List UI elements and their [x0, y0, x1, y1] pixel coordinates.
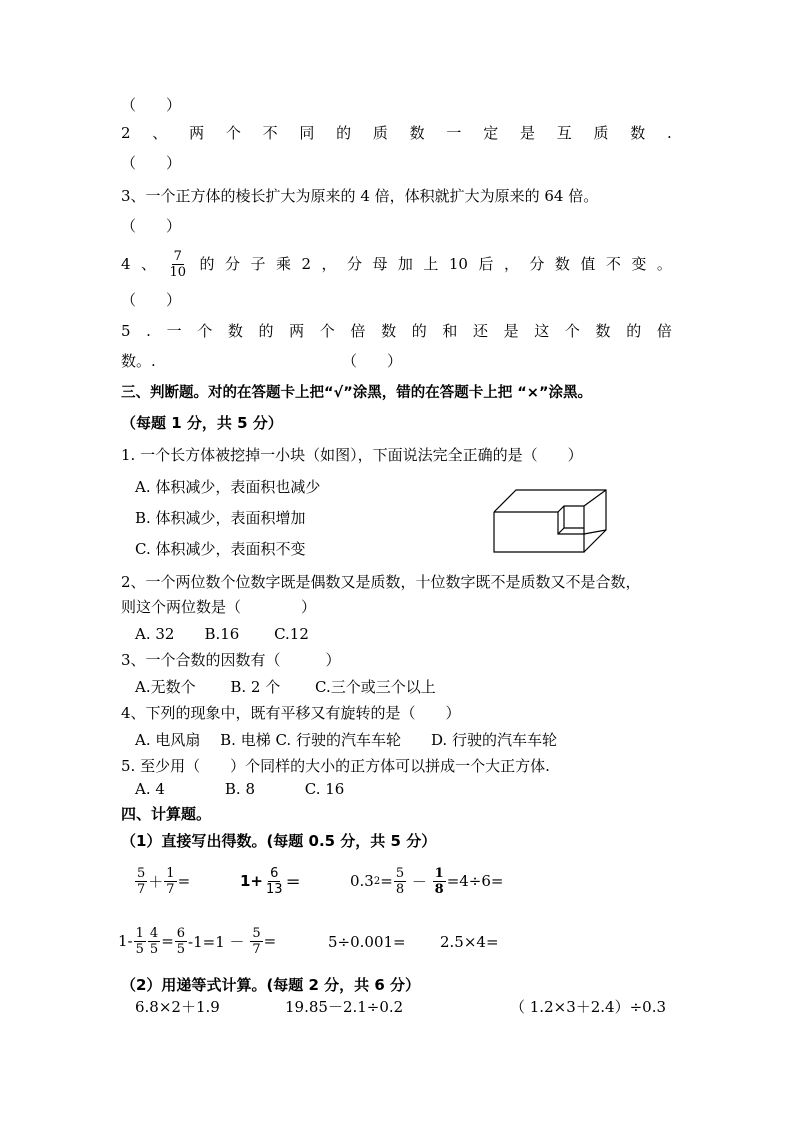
judge-item-5-char: 数 — [381, 322, 397, 340]
judge-item-5-char: 的 — [411, 322, 427, 340]
judge-item-2-char: 两 — [189, 124, 205, 142]
s3-q1-option-a: A. 体积减少，表面积也减少 — [135, 478, 321, 496]
judge-item-4-char: ， — [503, 255, 519, 273]
calc-r2-e2: 5÷0.001= — [328, 933, 406, 951]
judge-item-4-char: 变 — [631, 255, 647, 273]
judge-item-4-char: 分 — [225, 255, 241, 273]
judge-item-2-char: . — [667, 124, 672, 142]
equals: = — [380, 872, 393, 890]
term: 1- — [118, 932, 133, 950]
fraction-denominator: 10 — [169, 264, 187, 280]
section-3-note: （每题 1 分，共 5 分） — [121, 414, 283, 432]
judge-item-4-char: 分 — [529, 255, 545, 273]
fraction-denominator: 8 — [395, 881, 405, 897]
judge-item-2-char: 质 — [372, 124, 388, 142]
judge-item-5-char: 数 — [595, 322, 611, 340]
judge-item-5-char: 的 — [626, 322, 642, 340]
fraction — [264, 866, 285, 897]
equals: ＝ — [285, 872, 301, 891]
calc-r1-e2 — [240, 860, 301, 902]
fraction-denominator: 7 — [137, 881, 146, 897]
s3-question-5: 5. 至少用（ ）个同样的大小的正方体可以拼成一个大正方体. — [121, 757, 550, 775]
term: 1+ — [240, 872, 264, 890]
fraction-denominator: 8 — [434, 881, 444, 897]
judge-item-3-paren: （ ） — [121, 217, 182, 235]
judge-item-2-char: 同 — [299, 124, 315, 142]
fraction-denominator: 13 — [266, 881, 283, 897]
judge-item-4-char: 上 — [423, 255, 439, 273]
judge-item-5-char: 数 — [227, 322, 243, 340]
s3-question-2-line1: 2、一个两位数个位数字既是偶数又是质数，十位数字既不是质数又不是合数， — [121, 573, 641, 591]
judge-item-2-char: 是 — [519, 124, 535, 142]
judge-item-5-char: 这 — [534, 322, 550, 340]
s3-question-3: 3、一个合数的因数有（ ） — [121, 651, 341, 669]
equals: = — [177, 872, 191, 890]
fraction-numerator: 5 — [252, 925, 261, 941]
judge-item-4-char: 值 — [580, 255, 596, 273]
s3-q4-options: A. 电风扇 B. 电梯 C. 行驶的汽车车轮 D. 行驶的汽车车轮 — [135, 731, 557, 749]
fraction-numerator: 5 — [137, 865, 146, 881]
judge-item-2-char: 定 — [483, 124, 499, 142]
fraction-denominator: 7 — [252, 941, 261, 957]
judge-item-5-char: 5 — [121, 322, 131, 340]
judge-item-2 — [121, 124, 672, 142]
section-3-title: 三、判断题。对的在答题卡上把“√”涂黑，错的在答题卡上把 “×”涂黑。 — [121, 385, 592, 401]
fraction-numerator: 4 — [149, 925, 159, 941]
equals: = — [161, 932, 174, 950]
fraction-numerator: 1 — [166, 865, 175, 881]
fraction-denominator: 5 — [176, 941, 186, 957]
judge-item-2-char: 、 — [152, 124, 168, 142]
s3-question-1: 1. 一个长方体被挖掉一小块（如图），下面说法完全正确的是（ ） — [121, 446, 583, 464]
judge-item-5-paren: （ ） — [342, 352, 403, 370]
calc-r1-e3 — [350, 860, 503, 902]
judge-item-5-char: 和 — [442, 322, 458, 340]
exponent: 2 — [373, 875, 381, 887]
judge-item-4-char: 加 — [397, 255, 413, 273]
judge-item-2-char: 质 — [593, 124, 609, 142]
judge-item-4-fraction-wrap — [167, 249, 190, 280]
term: =4÷6= — [446, 872, 504, 890]
calc-step-expr-3: （ 1.2×3＋2.4）÷0.3 — [510, 998, 667, 1016]
section-4-part1-title: （1）直接写出得数。(每题 0.5 分，共 5 分） — [121, 832, 437, 850]
fraction-numerator: 5 — [395, 865, 405, 881]
fraction-numerator: 1 — [135, 925, 144, 941]
s3-q5-options: A. 4 B. 8 C. 16 — [135, 780, 345, 798]
judge-item-2-char: 一 — [446, 124, 462, 142]
calc-step-expr-1: 6.8×2＋1.9 — [135, 998, 220, 1016]
judge-item-4-fraction — [168, 249, 189, 280]
fraction — [134, 926, 146, 957]
judge-item-2-char: 数 — [630, 124, 646, 142]
judge-item-5-char: 的 — [258, 322, 274, 340]
judge-item-2-char: 的 — [336, 124, 352, 142]
judge-item-4-char: 子 — [250, 255, 266, 273]
judge-item-2-char: 互 — [556, 124, 572, 142]
fraction-denominator: 5 — [135, 941, 144, 957]
judge-item-2-char: 2 — [121, 124, 131, 142]
fraction — [164, 866, 176, 897]
judge-item-5-char: 倍 — [350, 322, 366, 340]
judge-item-2-char: 个 — [225, 124, 241, 142]
judge-item-4-char: 。 — [656, 255, 672, 273]
s3-question-2-line2: 则这个两位数是（ ） — [121, 598, 317, 616]
fraction — [433, 866, 446, 897]
judge-item-4-paren: （ ） — [121, 291, 182, 309]
fraction-numerator: 6 — [176, 925, 186, 941]
fraction-denominator: 5 — [149, 941, 159, 957]
judge-item-4-char: 后 — [478, 255, 494, 273]
calc-r1-e1 — [134, 860, 190, 902]
fraction — [148, 926, 160, 957]
judge-item-4-char: 数 — [554, 255, 570, 273]
fraction-numerator: 7 — [173, 248, 182, 264]
section-4-title: 四、计算题。 — [121, 805, 212, 823]
fraction — [250, 926, 262, 957]
judge-item-5-char: 一 — [166, 322, 182, 340]
judge-item-2-char: 数 — [409, 124, 425, 142]
judge-item-4 — [121, 244, 672, 284]
calc-r2-e1 — [118, 920, 276, 962]
fraction-numerator: 1 — [434, 865, 444, 881]
judge-item-4-char: 母 — [372, 255, 388, 273]
judge-item-5-char: 个 — [197, 322, 213, 340]
judge-item-4-char: 10 — [448, 255, 468, 273]
fraction-denominator: 7 — [166, 881, 175, 897]
equals: = — [263, 932, 277, 950]
judge-item-5-char: 个 — [564, 322, 580, 340]
judge-item-5-char: 个 — [319, 322, 335, 340]
judge-item-4-char: 2 — [301, 255, 311, 273]
operator: － — [407, 872, 432, 891]
judge-item-4-char: 不 — [605, 255, 621, 273]
judge-item-5-char: 是 — [503, 322, 519, 340]
fraction — [394, 866, 406, 897]
judge-prev-paren: （ ） — [121, 96, 182, 114]
fraction-numerator: 6 — [270, 865, 279, 881]
judge-item-4-sep: 、 — [141, 255, 157, 273]
section-4-part2-title: （2）用递等式计算。(每题 2 分，共 6 分） — [121, 976, 421, 994]
term: 0.3 — [350, 872, 374, 890]
s3-question-4: 4、下列的现象中，既有平移又有旋转的是（ ） — [121, 704, 461, 722]
judge-item-4-char: ， — [321, 255, 337, 273]
fraction — [135, 866, 147, 897]
judge-item-4-num: 4 — [121, 255, 131, 273]
judge-item-5-char: 两 — [289, 322, 305, 340]
cuboid-cutout-figure — [490, 486, 610, 556]
judge-item-5 — [121, 322, 672, 340]
judge-item-2-paren: （ ） — [121, 154, 182, 172]
calc-r2-e3: 2.5×4= — [440, 933, 499, 951]
judge-item-4-char: 乘 — [275, 255, 291, 273]
s3-q1-option-b: B. 体积减少，表面积增加 — [135, 509, 306, 527]
s3-q2-options: A. 32 B.16 C.12 — [135, 625, 309, 643]
judge-item-5-char: 倍 — [656, 322, 672, 340]
judge-item-4-char: 分 — [346, 255, 362, 273]
calc-step-expr-2: 19.85－2.1÷0.2 — [285, 998, 404, 1016]
judge-item-4-char: 的 — [199, 255, 215, 273]
operator: ＋ — [148, 872, 164, 891]
fraction — [175, 926, 187, 957]
s3-q1-option-c: C. 体积减少，表面积不变 — [135, 540, 306, 558]
judge-item-5-char: . — [146, 322, 151, 340]
s3-q3-options: A.无数个 B. 2 个 C.三个或三个以上 — [135, 678, 436, 696]
judge-item-3: 3、一个正方体的棱长扩大为原来的 4 倍，体积就扩大为原来的 64 倍。 — [121, 187, 599, 205]
judge-item-5-char: 还 — [472, 322, 488, 340]
term: -1=1 － — [188, 932, 250, 951]
judge-item-5-line2: 数。. — [121, 352, 156, 370]
judge-item-2-char: 不 — [262, 124, 278, 142]
